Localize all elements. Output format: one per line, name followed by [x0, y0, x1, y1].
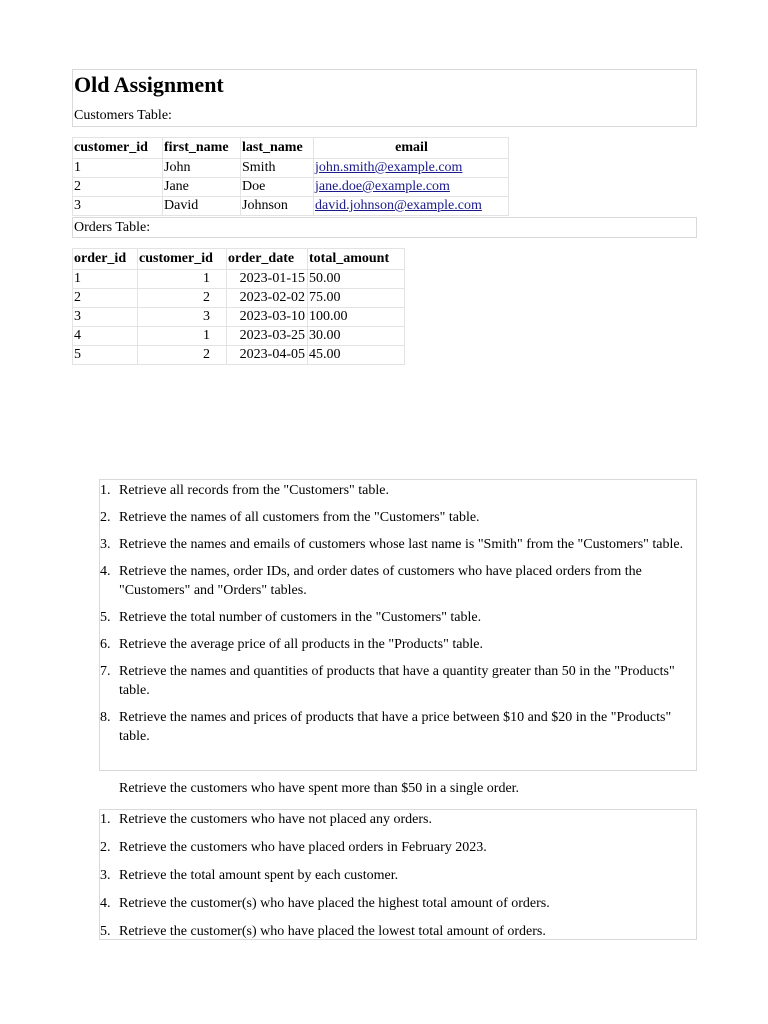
email-link[interactable]: john.smith@example.com — [315, 160, 463, 175]
table-cell: 1 — [73, 270, 138, 289]
column-header: customer_id — [138, 249, 227, 270]
page-title: Old Assignment — [74, 72, 224, 97]
email-link[interactable]: jane.doe@example.com — [315, 179, 450, 194]
table-row — [73, 289, 405, 308]
table-cell: 2023-04-05 — [227, 346, 308, 365]
table-cell: 2 — [73, 178, 163, 197]
list-item: 2. Retrieve the names of all customers from the "Customers" table. — [100, 510, 480, 525]
customers-table — [72, 137, 509, 216]
column-header: order_id — [73, 249, 138, 270]
list-item: 5. Retrieve the customer(s) who have placed the lowest total amount of orders. — [100, 924, 546, 939]
list-item: 8. Retrieve the names and prices of products that have a price between $10 and $20 in the "Products" table. — [100, 710, 672, 744]
orders-label-section — [72, 217, 697, 238]
orders-table-label: Orders Table: — [74, 220, 151, 235]
table-cell: Doe — [241, 178, 314, 197]
questions-list-2 — [99, 809, 697, 940]
list-item: 1. Retrieve all records from the "Customers" table. — [100, 483, 389, 498]
table-header-row — [73, 138, 509, 159]
column-header: order_date — [227, 249, 308, 270]
column-header: email — [314, 138, 509, 159]
table-cell: Johnson — [241, 197, 314, 216]
table-cell: 3 — [73, 308, 138, 327]
column-header: total_amount — [308, 249, 405, 270]
question-text: Retrieve the customer(s) who have placed the lowest total amount of orders. — [119, 924, 546, 939]
list-item: 3. Retrieve the names and emails of customers whose last name is "Smith" from the "Customers" table. — [100, 537, 684, 552]
orders-table — [72, 248, 405, 365]
table-cell — [314, 197, 509, 216]
table-cell: 5 — [73, 346, 138, 365]
column-header: last_name — [241, 138, 314, 159]
table-row — [73, 327, 405, 346]
table-cell: 2 — [138, 346, 227, 365]
table-row — [73, 270, 405, 289]
table-cell — [314, 159, 509, 178]
list-item: 1. Retrieve the customers who have not placed any orders. — [100, 812, 432, 827]
question-text: Retrieve the customers who have not placed any orders. — [119, 812, 432, 827]
table-cell: 100.00 — [308, 308, 405, 327]
list-item: 4. Retrieve the customer(s) who have placed the highest total amount of orders. — [100, 896, 550, 911]
table-row — [73, 346, 405, 365]
table-cell: 4 — [73, 327, 138, 346]
table-cell: 2023-03-10 — [227, 308, 308, 327]
table-cell: 3 — [73, 197, 163, 216]
table-cell: 2023-03-25 — [227, 327, 308, 346]
question-text: Retrieve the names and emails of customers whose last name is "Smith" from the "Customers" table. — [119, 537, 684, 552]
column-header: customer_id — [73, 138, 163, 159]
table-row — [73, 308, 405, 327]
table-cell: 2023-02-02 — [227, 289, 308, 308]
table-cell: 75.00 — [308, 289, 405, 308]
table-row — [73, 197, 509, 216]
question-text: Retrieve the names, order IDs, and order dates of customers who have placed orders from the "Customers" and "Orders" tables. — [119, 564, 642, 598]
question-text: Retrieve the customers who have placed orders in February 2023. — [119, 840, 487, 855]
list-item: 4. Retrieve the names, order IDs, and order dates of customers who have placed orders from the "Customers" and "Orders" tables. — [100, 564, 642, 598]
table-cell: Smith — [241, 159, 314, 178]
customers-table-label: Customers Table: — [74, 108, 172, 123]
question-text: Retrieve all records from the "Customers" table. — [119, 483, 389, 498]
question-text: Retrieve the total number of customers in the "Customers" table. — [119, 610, 482, 625]
table-cell: 2 — [138, 289, 227, 308]
header-section — [72, 69, 697, 127]
question-text: Retrieve the customer(s) who have placed the highest total amount of orders. — [119, 896, 550, 911]
table-cell: 30.00 — [308, 327, 405, 346]
table-cell: 1 — [73, 159, 163, 178]
email-link[interactable]: david.johnson@example.com — [315, 198, 482, 213]
question-text: Retrieve the names and prices of products that have a price between $10 and $20 in the "Products" table. — [119, 710, 672, 744]
table-row — [73, 159, 509, 178]
table-row — [73, 178, 509, 197]
question-text: Retrieve the total amount spent by each customer. — [119, 868, 399, 883]
table-cell: 1 — [138, 327, 227, 346]
table-cell — [314, 178, 509, 197]
list-item: 7. Retrieve the names and quantities of products that have a quantity greater than 50 in the "Products" table. — [100, 664, 675, 698]
table-cell: Jane — [163, 178, 241, 197]
list-item: 2. Retrieve the customers who have placed orders in February 2023. — [100, 840, 487, 855]
table-cell: 45.00 — [308, 346, 405, 365]
table-header-row — [73, 249, 405, 270]
table-cell: 50.00 — [308, 270, 405, 289]
table-cell: 3 — [138, 308, 227, 327]
table-cell: 2 — [73, 289, 138, 308]
list-item: 5. Retrieve the total number of customers in the "Customers" table. — [100, 610, 482, 625]
questions-list-1 — [99, 479, 697, 771]
table-cell: 2023-01-15 — [227, 270, 308, 289]
question-text: Retrieve the names of all customers from the "Customers" table. — [119, 510, 480, 525]
table-cell: 1 — [138, 270, 227, 289]
column-header: first_name — [163, 138, 241, 159]
list-item: 6. Retrieve the average price of all products in the "Products" table. — [100, 637, 484, 652]
question-text: Retrieve the names and quantities of products that have a quantity greater than 50 in the "Products" table. — [119, 664, 675, 698]
table-cell: John — [163, 159, 241, 178]
list-item: 3. Retrieve the total amount spent by each customer. — [100, 868, 399, 883]
question-text: Retrieve the average price of all products in the "Products" table. — [119, 637, 484, 652]
standalone-question: Retrieve the customers who have spent more than $50 in a single order. — [119, 781, 520, 796]
table-cell: David — [163, 197, 241, 216]
